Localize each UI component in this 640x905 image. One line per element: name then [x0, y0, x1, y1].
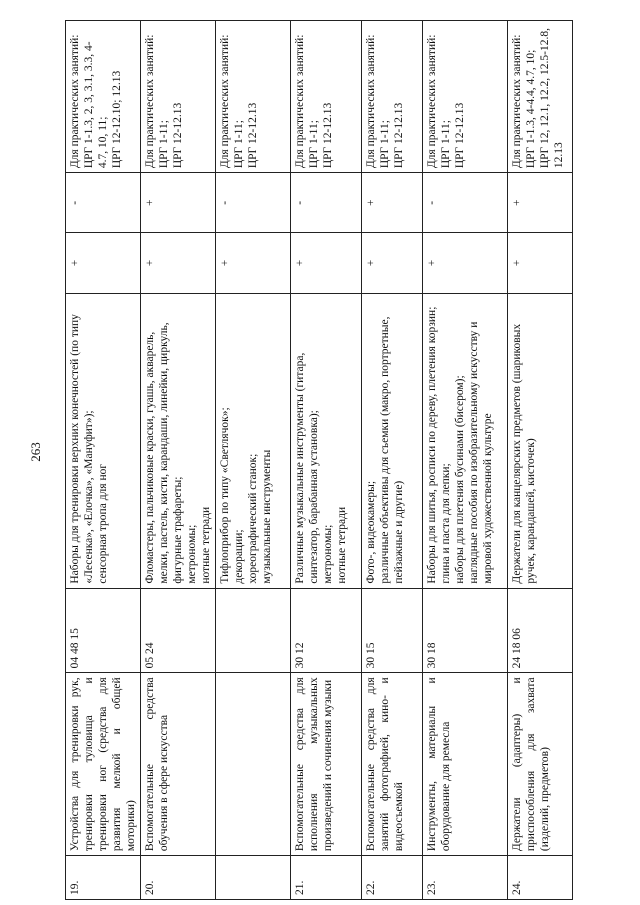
classification-code-cell: 24 18 06 [508, 588, 573, 673]
note-line: ЦРГ 1-1.3, 2, 3, 3.1, 3.3, 4-4.7, 10, 11; [83, 41, 110, 169]
row-number-cell: 20. [141, 856, 216, 900]
basic-set-mark-cell: + [216, 233, 291, 293]
items-list-line: метрономы; [322, 524, 335, 584]
item-name-cell: Вспомогательные средства обучения в сфере искусства [141, 673, 216, 856]
table-rotation-wrapper [65, 20, 585, 900]
note-line: ЦРГ 12-12.13 [247, 102, 260, 169]
row-number-cell: 23. [423, 856, 508, 900]
note-cell [216, 21, 291, 173]
note-line: Для практических занятий: [365, 34, 378, 169]
items-list-cell [216, 293, 291, 588]
table-row [508, 21, 573, 900]
items-list-cell [423, 293, 508, 588]
table-row [66, 21, 141, 900]
items-list-line: Фото-, видеокамеры; [365, 480, 378, 584]
items-list-line: Держатели для канцелярских предметов (шариковых ручек, карандашей, кисточек) [511, 323, 538, 584]
table-row [423, 21, 508, 900]
items-list-line: нотные тетради [336, 506, 349, 584]
note-line: ЦРГ 1-1.3, 4-4.4, 4.7, 10; [525, 49, 538, 169]
note-line: ЦРГ 1-11; [158, 120, 171, 169]
items-list-cell [362, 293, 423, 588]
classification-code-cell: 30 15 [362, 588, 423, 673]
note-cell [66, 21, 141, 173]
note-line: ЦРГ 12-12.13 [322, 102, 335, 169]
items-list-line: наборы для плетения бусинами (бисером); [454, 375, 467, 584]
note-cell [423, 21, 508, 173]
table-row [291, 21, 362, 900]
extended-set-mark-cell: - [216, 173, 291, 233]
basic-set-mark-cell: + [508, 233, 573, 293]
item-name-cell: Вспомогательные средства для занятий фотографией, кино- и видеосъемкой [362, 673, 423, 856]
note-line: Для практических занятий: [294, 34, 307, 169]
note-line: ЦРГ 12-12.13 [393, 102, 406, 169]
items-list-line: метрономы; [186, 524, 199, 584]
rotated-page-content [65, 20, 585, 900]
row-number-cell: 19. [66, 856, 141, 900]
row-number-cell: 22. [362, 856, 423, 900]
item-name-cell: Держатели (адаптеры) и приспособления для захвата (изделий, предметов) [508, 673, 573, 856]
item-name-cell: Инструменты, материалы и оборудование для ремесла [423, 673, 508, 856]
note-line: Для практических занятий: [511, 34, 524, 169]
classification-code-cell: 05 24 [141, 588, 216, 673]
extended-set-mark-cell: + [508, 173, 573, 233]
row-number-cell: 24. [508, 856, 573, 900]
note-line: Для практических занятий: [426, 34, 439, 169]
items-list-cell [508, 293, 573, 588]
extended-set-mark-cell: + [362, 173, 423, 233]
equipment-table [65, 20, 573, 900]
basic-set-mark-cell: + [66, 233, 141, 293]
item-name-cell [216, 673, 291, 856]
items-list-cell [291, 293, 362, 588]
extended-set-mark-cell: + [141, 173, 216, 233]
items-list-line: нотные тетради [200, 506, 213, 584]
note-line: ЦРГ 12-12.10; 12.13 [111, 70, 124, 169]
note-line: ЦРГ 12-12.13 [454, 102, 467, 169]
note-line: ЦРГ 12-12.13 [172, 102, 185, 169]
row-number-cell: 21. [291, 856, 362, 900]
items-list-line: Фломастеры, пальчиковые краски, гуашь, акварель, мелки, пастель, кисти, карандаши, линейки, циркуль, фигурные трафареты; [144, 322, 185, 584]
note-cell [291, 21, 362, 173]
basic-set-mark-cell: + [291, 233, 362, 293]
items-list-line: Различные музыкальные инструменты (гитара, синтезатор, барабанная установка); [294, 352, 321, 584]
items-list-line: наглядные пособия по изобразительному искусству и мировой художественной культуре [468, 321, 495, 584]
note-line: ЦРГ 1-11; [233, 120, 246, 169]
items-list-cell [66, 293, 141, 588]
items-list-line: Наборы для тренировки верхних конечностей (по типу «Лесенка», «Елочка», «Мануфит»); [69, 314, 96, 584]
classification-code-cell: 30 18 [423, 588, 508, 673]
items-list-line: различные объективы для съемки (макро, портретные, пейзажные и другие) [379, 316, 406, 584]
note-line: Для практических занятий: [144, 34, 157, 169]
basic-set-mark-cell: + [423, 233, 508, 293]
table-row [362, 21, 423, 900]
basic-set-mark-cell: + [141, 233, 216, 293]
items-list-line: Наборы для шитья, росписи по дереву, плетения корзин; [426, 306, 439, 584]
note-line: Для практических занятий: [69, 34, 81, 169]
note-line: ЦРГ 1-11; [379, 120, 392, 169]
table-row [141, 21, 216, 900]
extended-set-mark-cell: - [291, 173, 362, 233]
page-number: 263 [28, 442, 43, 462]
table-body [66, 21, 573, 900]
items-list-line: глина и паста для лепки; [440, 463, 453, 584]
note-cell [362, 21, 423, 173]
items-list-line: сенсорная тропа для ног [97, 463, 110, 584]
table-row [216, 21, 291, 900]
basic-set-mark-cell: + [362, 233, 423, 293]
classification-code-cell: 30 12 [291, 588, 362, 673]
row-number-cell [216, 856, 291, 900]
extended-set-mark-cell: - [423, 173, 508, 233]
note-line: Для практических занятий: [219, 34, 232, 169]
items-list-line: декорации; [233, 529, 246, 584]
items-list-cell [141, 293, 216, 588]
classification-code-cell [216, 588, 291, 673]
note-line: ЦРГ 1-11; [308, 120, 321, 169]
items-list-line: хореографический станок; [247, 453, 260, 584]
note-cell [141, 21, 216, 173]
items-list-line: Тифлоприбор по типу «Светлячок»; [219, 407, 232, 584]
items-list-line: музыкальные инструменты [261, 449, 274, 584]
extended-set-mark-cell: - [66, 173, 141, 233]
item-name-cell: Вспомогательные средства для исполнения музыкальных произведений и сочинения музыки [291, 673, 362, 856]
classification-code-cell: 04 48 15 [66, 588, 141, 673]
note-cell [508, 21, 573, 173]
note-line: ЦРГ 12, 12.1, 12.2, 12.5-12.8, 12.13 [539, 27, 566, 169]
note-line: ЦРГ 1-11; [440, 120, 453, 169]
item-name-cell: Устройства для тренировки рук, тренировки туловища и тренировки ног (средства для развития мелкой и общей моторики) [66, 673, 141, 856]
